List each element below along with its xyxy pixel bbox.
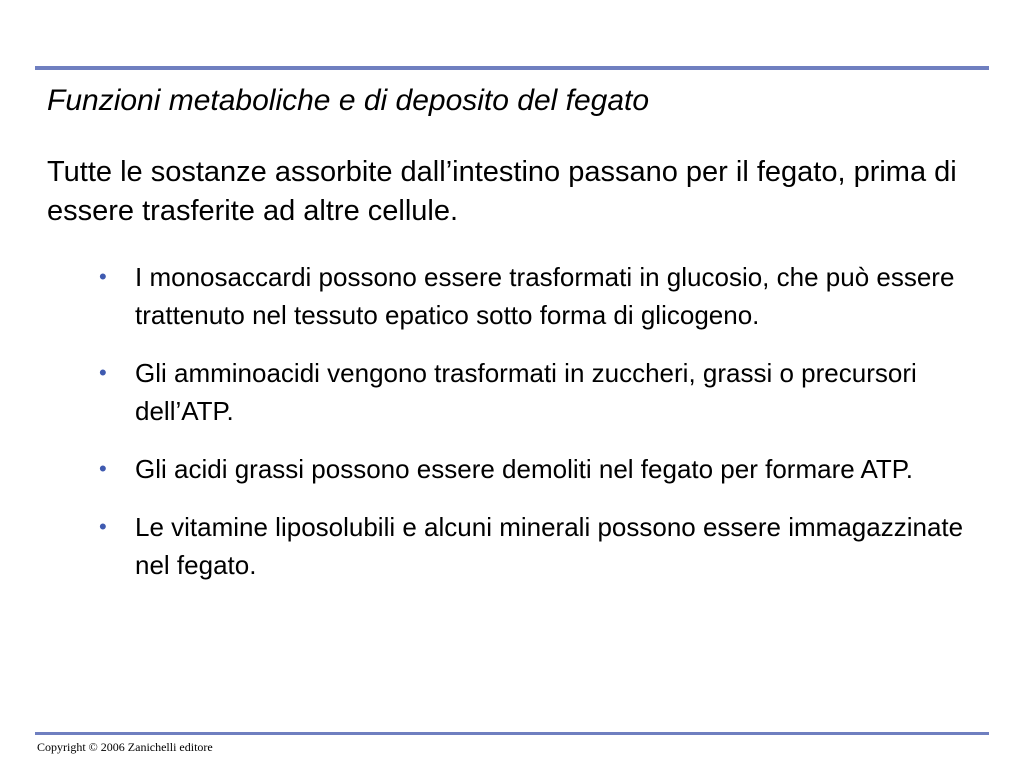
- bullet-item: [97, 354, 987, 430]
- bullet-text: Le vitamine liposolubili e alcuni minerali possono essere immagazzinate nel fegato.: [135, 512, 964, 580]
- bullet-icon: •: [99, 456, 107, 481]
- bottom-divider: [35, 732, 989, 735]
- bullet-item: [97, 258, 987, 334]
- bullet-icon: •: [99, 360, 107, 385]
- copyright-notice: Copyright © 2006 Zanichelli editore: [37, 740, 213, 754]
- bullet-item: [97, 450, 987, 488]
- slide-title: Funzioni metaboliche e di deposito del fegato: [47, 84, 650, 117]
- intro-paragraph: Tutte le sostanze assorbite dall’intestino passano per il fegato, prima di essere trasferite ad altre cellule.: [47, 156, 957, 227]
- bullet-text: Gli amminoacidi vengono trasformati in zuccheri, grassi o precursori dell’ATP.: [135, 358, 917, 426]
- top-divider: [35, 66, 989, 70]
- bullet-icon: •: [99, 264, 107, 289]
- bullet-text: Gli acidi grassi possono essere demoliti nel fegato per formare ATP.: [135, 454, 913, 484]
- bullet-icon: •: [99, 514, 107, 539]
- bullet-list: [97, 258, 987, 604]
- bullet-text: I monosaccardi possono essere trasformati in glucosio, che può essere trattenuto nel tessuto epatico sotto forma di glicogeno.: [135, 262, 955, 330]
- bullet-item: [97, 508, 987, 584]
